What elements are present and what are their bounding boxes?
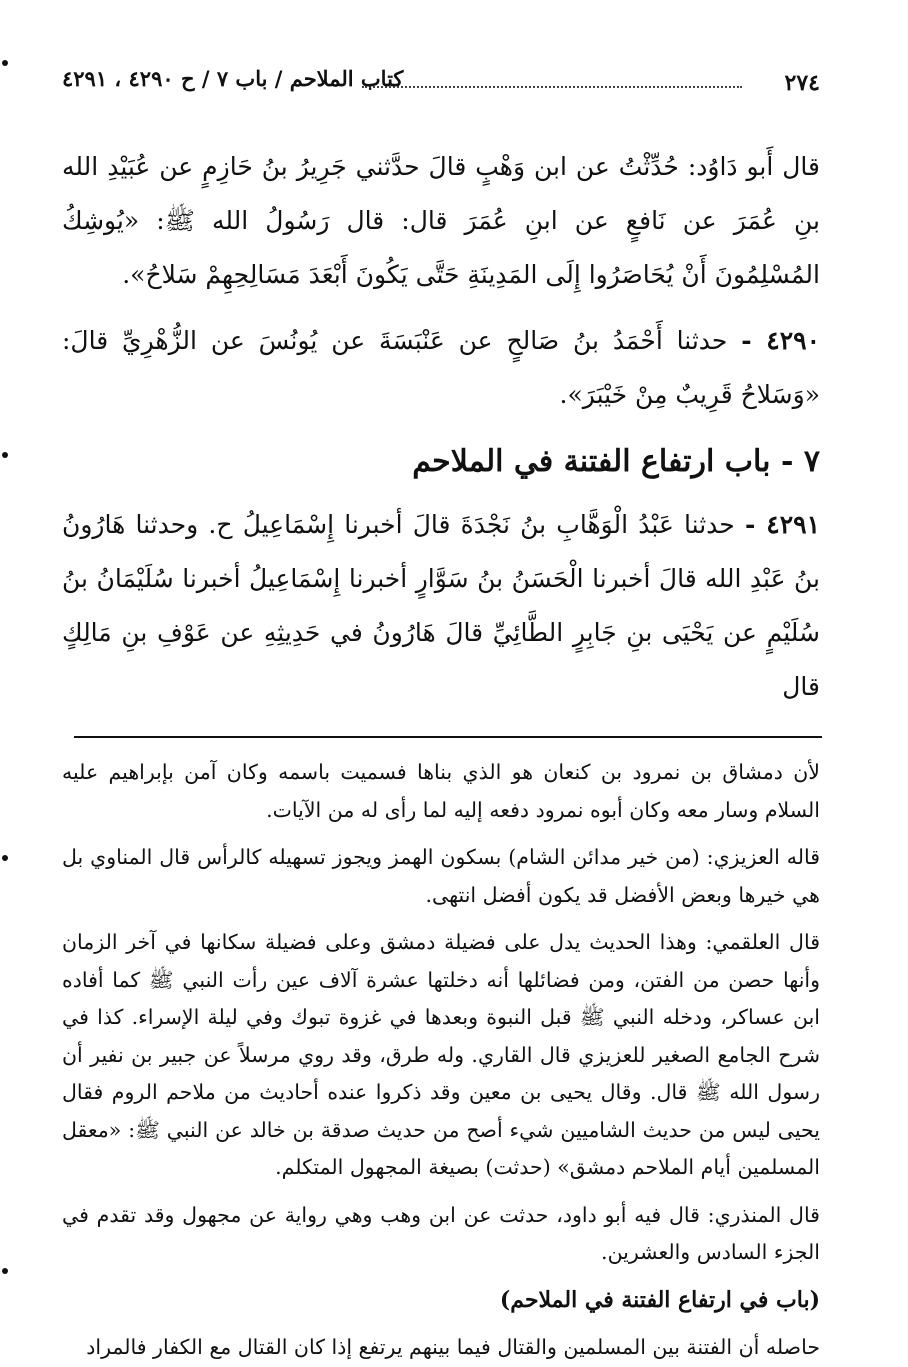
commentary	[62, 754, 820, 1367]
chapter-heading: ٧ - باب ارتفاع الفتنة في الملاحم	[412, 444, 820, 479]
hadith-text: حدثنا أَحْمَدُ بنُ صَالحٍ عن عَنْبَسَةَ عن يُونُسَ عن الزُّهْرِيِّ قالَ: «وَسَلاحُ قَرِيبٌ مِنْ خَيْبَرَ».	[62, 326, 820, 409]
hadith-text: حدثنا عَبْدُ الْوَهَّابِ بنُ نَجْدَةَ قالَ أخبرنا إِسْمَاعِيلُ ح. وحدثنا هَارُونُ بنُ عَبْدِ الله قالَ أخبرنا الْحَسَنُ بنُ سَوَّارٍ أخبرنا إِسْمَاعِيلُ أخبرنا سُلَيْمَانُ بنُ سُلَيْمٍ عن يَحْيَى بنِ جَابِرٍ الطَّائِيِّ قالَ هَارُونُ في حَدِيثِهِ عن عَوْفِ بنِ مَالِكٍ قال	[62, 510, 820, 701]
main-text	[62, 140, 820, 714]
footnote-divider	[74, 736, 822, 738]
chapter-reference: كتاب الملاحم / باب ٧ / ح ٤٢٩٠ ، ٤٢٩١	[62, 66, 404, 91]
margin-mark	[2, 1268, 8, 1274]
page-number: ٢٧٤	[784, 70, 820, 96]
page	[62, 58, 820, 1359]
margin-mark	[2, 452, 8, 458]
hadith-number: ٤٢٩١ -	[744, 510, 820, 539]
margin-mark	[2, 60, 8, 66]
commentary-paragraph: قال العلقمي: وهذا الحديث يدل على فضيلة دمشق وعلى فضيلة سكانها في آخر الزمان وأنها حصن من الفتن، ومن فضائلها أنه دخلتها عشرة آلاف عين رأت النبي ﷺ كما أفاده ابن عساكر، ودخله النبي ﷺ قبل النبوة وبعدها في غزوة تبوك وفي ليلة الإسراء. كذا في شرح الجامع الصغير للعزيزي قال القاري. وله طرق، وقد روي مرسلاً عن جبير بن نفير أن رسول الله ﷺ قال. وقال يحيى بن معين وقد ذكروا عنده أحاديث من ملاحم الروم فقال يحيى ليس من حديث الشاميين شيء أصح من حديث صدقة بن خالد عن النبي ﷺ: «معقل المسلمين أيام الملاحم دمشق» (حدثت) بصيغة المجهول المتكلم.	[62, 930, 820, 1179]
commentary-paragraph: قال المنذري: قال فيه أبو داود، حدثت عن ابن وهب وهي رواية عن مجهول وقد تقدم في الجزء السادس والعشرين.	[62, 1202, 820, 1264]
commentary-paragraph: حاصله أن الفتنة بين المسلمين والقتال فيما بينهم يرتفع إذا كان القتال مع الكفار فالمراد	[86, 1335, 820, 1359]
commentary-paragraph: لأن دمشاق بن نمرود بن كنعان هو الذي بناها فسميت باسمه وكان آمن بإبراهيم عليه السلام وسار معه وكان أبوه نمرود دفعه إليه لما رأى له من الآيات.	[62, 760, 820, 822]
running-head	[62, 58, 820, 98]
commentary-paragraph: قاله العزيزي: (من خير مدائن الشام) بسكون الهمز ويجوز تسهيله كالرأس قال المناوي بل هي خيرها وبعض الأفضل قد يكون أفضل انتهى.	[62, 845, 820, 907]
main-paragraph: قال أَبو دَاوُد: حُدِّثْتُ عن ابن وَهْبٍ قالَ حدَّثني جَرِيرُ بنُ حَازِمٍ عن عُبَيْدِ الله بنِ عُمَرَ عن نَافعٍ عن ابنِ عُمَرَ قال: قال رَسُولُ الله ﷺ: «يُوشِكُ المُسْلِمُونَ أَنْ يُحَاصَرُوا إِلَى المَدِينَةِ حَتَّى يَكُونَ أَبْعَدَ مَسَالِحِهِمْ سَلاحُ».	[62, 152, 820, 289]
margin-mark	[2, 855, 8, 861]
hadith-4291	[62, 498, 820, 714]
hadith-4290	[62, 314, 820, 422]
dotted-leader	[362, 86, 742, 88]
hadith-number: ٤٢٩٠ -	[741, 326, 820, 355]
commentary-sub-heading: (باب في ارتفاع الفتنة في الملاحم)	[499, 1286, 820, 1313]
